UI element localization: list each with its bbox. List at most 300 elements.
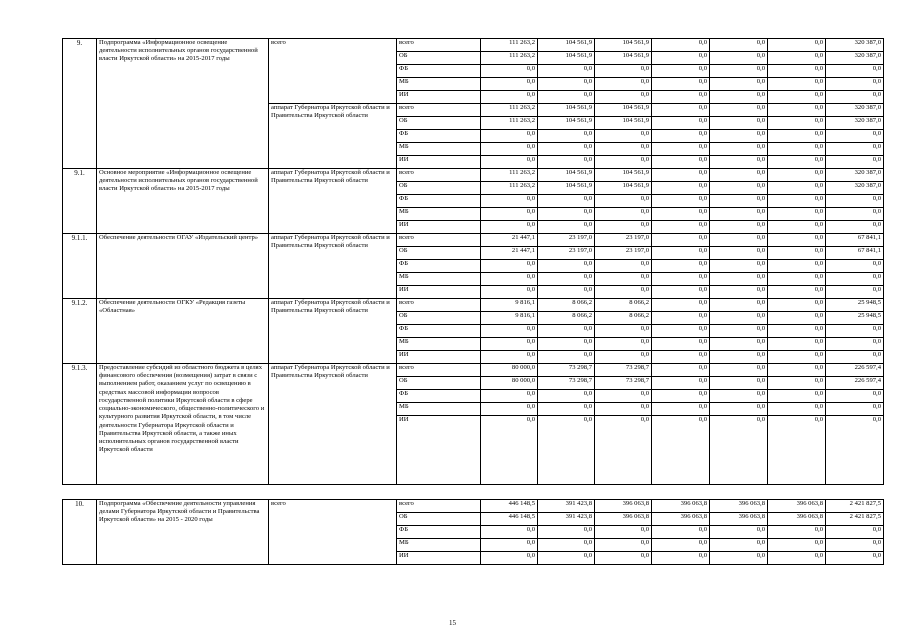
year-value: 0,0	[538, 403, 595, 416]
year-value: 0,0	[652, 208, 710, 221]
total-value: 0,0	[826, 273, 884, 286]
year-value: 391 423,8	[538, 500, 595, 513]
year-value: 0,0	[768, 260, 826, 273]
year-value: 0,0	[538, 195, 595, 208]
year-value: 104 561,9	[595, 39, 652, 52]
funding-source: ФБ	[397, 526, 481, 539]
year-value: 0,0	[652, 91, 710, 104]
year-value: 0,0	[652, 526, 710, 539]
funding-source: МБ	[397, 143, 481, 156]
year-value: 0,0	[768, 208, 826, 221]
funding-source: ИИ	[397, 552, 481, 565]
year-value: 0,0	[710, 117, 768, 130]
year-value: 0,0	[481, 260, 538, 273]
year-value: 104 561,9	[595, 104, 652, 117]
year-value: 0,0	[538, 130, 595, 143]
year-value: 0,0	[652, 39, 710, 52]
year-value: 73 298,7	[538, 377, 595, 390]
year-value: 104 561,9	[538, 52, 595, 65]
year-value: 0,0	[595, 351, 652, 364]
year-value: 0,0	[595, 539, 652, 552]
year-value: 0,0	[595, 403, 652, 416]
year-value: 0,0	[595, 273, 652, 286]
year-value: 0,0	[710, 182, 768, 195]
year-value: 0,0	[768, 52, 826, 65]
year-value: 8 066,2	[538, 312, 595, 325]
year-value: 0,0	[481, 208, 538, 221]
year-value: 80 000,0	[481, 377, 538, 390]
year-value: 0,0	[768, 169, 826, 182]
year-value: 0,0	[538, 526, 595, 539]
year-value: 0,0	[538, 143, 595, 156]
total-value: 0,0	[826, 526, 884, 539]
year-value: 0,0	[710, 39, 768, 52]
year-value: 0,0	[768, 182, 826, 195]
funding-source: ФБ	[397, 390, 481, 403]
funding-source: ИИ	[397, 416, 481, 485]
year-value: 0,0	[538, 260, 595, 273]
year-value: 111 263,2	[481, 182, 538, 195]
year-value: 0,0	[710, 260, 768, 273]
total-value: 320 387,0	[826, 104, 884, 117]
year-value: 0,0	[595, 552, 652, 565]
year-value: 73 298,7	[538, 364, 595, 377]
total-value: 320 387,0	[826, 117, 884, 130]
year-value: 0,0	[595, 390, 652, 403]
year-value: 0,0	[652, 234, 710, 247]
year-value: 21 447,1	[481, 247, 538, 260]
year-value: 0,0	[538, 208, 595, 221]
year-value: 0,0	[710, 286, 768, 299]
executor-cell: аппарат Губернатора Иркутской области и Правительства Иркутской области	[269, 364, 397, 485]
year-value: 9 816,1	[481, 312, 538, 325]
funding-source: ИИ	[397, 221, 481, 234]
year-value: 0,0	[481, 221, 538, 234]
total-value: 2 421 827,5	[826, 513, 884, 526]
year-value: 104 561,9	[538, 169, 595, 182]
total-value: 0,0	[826, 65, 884, 78]
year-value: 0,0	[481, 338, 538, 351]
year-value: 0,0	[595, 195, 652, 208]
total-value: 0,0	[826, 208, 884, 221]
year-value: 0,0	[652, 104, 710, 117]
funding-source: МБ	[397, 273, 481, 286]
year-value: 0,0	[652, 78, 710, 91]
year-value: 104 561,9	[595, 117, 652, 130]
year-value: 396 063,8	[768, 500, 826, 513]
year-value: 104 561,9	[595, 169, 652, 182]
row-number: 9.1.2.	[63, 299, 97, 364]
table-row	[63, 500, 884, 513]
year-value: 396 063,8	[710, 500, 768, 513]
total-value: 0,0	[826, 539, 884, 552]
year-value: 0,0	[710, 526, 768, 539]
funding-source: ОБ	[397, 377, 481, 390]
year-value: 0,0	[652, 312, 710, 325]
year-value: 111 263,2	[481, 169, 538, 182]
executor-cell: всего	[269, 39, 397, 104]
executor-cell: аппарат Губернатора Иркутской области и Правительства Иркутской области	[269, 104, 397, 169]
year-value: 0,0	[652, 364, 710, 377]
year-value: 0,0	[768, 117, 826, 130]
year-value: 0,0	[481, 403, 538, 416]
year-value: 0,0	[538, 552, 595, 565]
funding-source: ИИ	[397, 351, 481, 364]
year-value: 0,0	[768, 312, 826, 325]
executor-cell: всего	[269, 500, 397, 565]
year-value: 0,0	[768, 325, 826, 338]
year-value: 0,0	[710, 299, 768, 312]
total-value: 67 841,1	[826, 247, 884, 260]
year-value: 0,0	[768, 234, 826, 247]
table-row	[63, 39, 884, 52]
year-value: 396 063,8	[768, 513, 826, 526]
year-value: 104 561,9	[538, 39, 595, 52]
year-value: 0,0	[710, 143, 768, 156]
row-number: 9.1.	[63, 169, 97, 234]
year-value: 0,0	[710, 312, 768, 325]
year-value: 0,0	[595, 143, 652, 156]
year-value: 0,0	[538, 91, 595, 104]
year-value: 0,0	[595, 130, 652, 143]
total-value: 0,0	[826, 130, 884, 143]
year-value: 0,0	[652, 143, 710, 156]
program-description: Обеспечение деятельности ОГАУ «Издательский центр»	[97, 234, 269, 299]
year-value: 111 263,2	[481, 52, 538, 65]
year-value: 0,0	[538, 78, 595, 91]
year-value: 73 298,7	[595, 377, 652, 390]
total-value: 25 948,5	[826, 312, 884, 325]
year-value: 0,0	[710, 104, 768, 117]
year-value: 446 148,5	[481, 513, 538, 526]
total-value: 25 948,5	[826, 299, 884, 312]
year-value: 0,0	[538, 351, 595, 364]
year-value: 0,0	[652, 195, 710, 208]
total-value: 320 387,0	[826, 39, 884, 52]
total-value: 0,0	[826, 338, 884, 351]
year-value: 0,0	[710, 390, 768, 403]
funding-source: всего	[397, 364, 481, 377]
year-value: 0,0	[710, 338, 768, 351]
year-value: 0,0	[595, 260, 652, 273]
year-value: 0,0	[768, 416, 826, 485]
year-value: 0,0	[768, 286, 826, 299]
budget-table-page	[62, 38, 881, 565]
executor-cell: аппарат Губернатора Иркутской области и Правительства Иркутской области	[269, 169, 397, 234]
year-value: 396 063,8	[652, 513, 710, 526]
year-value: 0,0	[652, 325, 710, 338]
year-value: 0,0	[481, 130, 538, 143]
year-value: 0,0	[652, 351, 710, 364]
year-value: 0,0	[768, 78, 826, 91]
total-value: 320 387,0	[826, 169, 884, 182]
funding-source: ИИ	[397, 91, 481, 104]
funding-source: ОБ	[397, 312, 481, 325]
year-value: 0,0	[481, 351, 538, 364]
year-value: 0,0	[595, 65, 652, 78]
year-value: 0,0	[710, 156, 768, 169]
year-value: 0,0	[652, 260, 710, 273]
year-value: 0,0	[768, 552, 826, 565]
executor-cell: аппарат Губернатора Иркутской области и Правительства Иркутской области	[269, 234, 397, 299]
year-value: 0,0	[481, 195, 538, 208]
year-value: 0,0	[538, 156, 595, 169]
funding-source: ОБ	[397, 52, 481, 65]
block-separator	[63, 485, 884, 500]
year-value: 23 197,0	[595, 247, 652, 260]
year-value: 8 066,2	[595, 299, 652, 312]
table-row	[63, 169, 884, 182]
year-value: 396 063,8	[595, 500, 652, 513]
year-value: 0,0	[710, 351, 768, 364]
year-value: 0,0	[652, 156, 710, 169]
funding-source: всего	[397, 169, 481, 182]
year-value: 0,0	[595, 286, 652, 299]
year-value: 0,0	[768, 221, 826, 234]
year-value: 0,0	[710, 91, 768, 104]
year-value: 80 000,0	[481, 364, 538, 377]
year-value: 446 148,5	[481, 500, 538, 513]
program-description: Подпрограмма «Обеспечение деятельности управления делами Губернатора Иркутской области и Правительства Иркутской области» на 2015 - 2020 годы	[97, 500, 269, 565]
funding-source: ОБ	[397, 247, 481, 260]
year-value: 0,0	[768, 273, 826, 286]
year-value: 0,0	[652, 52, 710, 65]
year-value: 104 561,9	[538, 104, 595, 117]
year-value: 0,0	[710, 169, 768, 182]
total-value: 0,0	[826, 91, 884, 104]
year-value: 0,0	[652, 338, 710, 351]
year-value: 0,0	[768, 299, 826, 312]
year-value: 0,0	[768, 91, 826, 104]
year-value: 111 263,2	[481, 104, 538, 117]
year-value: 0,0	[768, 143, 826, 156]
total-value: 0,0	[826, 390, 884, 403]
year-value: 104 561,9	[595, 52, 652, 65]
year-value: 0,0	[481, 416, 538, 485]
year-value: 0,0	[710, 416, 768, 485]
year-value: 0,0	[652, 390, 710, 403]
year-value: 0,0	[710, 195, 768, 208]
year-value: 0,0	[710, 377, 768, 390]
year-value: 0,0	[710, 325, 768, 338]
total-value: 0,0	[826, 156, 884, 169]
table-row	[63, 364, 884, 377]
year-value: 0,0	[710, 130, 768, 143]
funding-source: ИИ	[397, 286, 481, 299]
year-value: 0,0	[538, 390, 595, 403]
year-value: 0,0	[768, 39, 826, 52]
year-value: 0,0	[481, 390, 538, 403]
total-value: 0,0	[826, 143, 884, 156]
total-value: 226 597,4	[826, 364, 884, 377]
year-value: 0,0	[595, 156, 652, 169]
year-value: 0,0	[710, 78, 768, 91]
year-value: 0,0	[652, 403, 710, 416]
year-value: 0,0	[481, 552, 538, 565]
year-value: 0,0	[768, 539, 826, 552]
total-value: 0,0	[826, 403, 884, 416]
year-value: 0,0	[652, 273, 710, 286]
year-value: 0,0	[652, 169, 710, 182]
year-value: 23 197,0	[538, 234, 595, 247]
year-value: 0,0	[652, 377, 710, 390]
funding-source: МБ	[397, 539, 481, 552]
year-value: 0,0	[768, 156, 826, 169]
funding-source: ФБ	[397, 65, 481, 78]
year-value: 0,0	[538, 416, 595, 485]
year-value: 0,0	[481, 143, 538, 156]
funding-source: МБ	[397, 338, 481, 351]
row-number: 9.	[63, 39, 97, 169]
page-number: 15	[449, 619, 456, 627]
funding-source: МБ	[397, 208, 481, 221]
table-row	[63, 234, 884, 247]
total-value: 226 597,4	[826, 377, 884, 390]
row-number: 9.1.1.	[63, 234, 97, 299]
year-value: 0,0	[710, 208, 768, 221]
funding-source: всего	[397, 299, 481, 312]
year-value: 0,0	[710, 552, 768, 565]
year-value: 0,0	[768, 104, 826, 117]
total-value: 0,0	[826, 351, 884, 364]
funding-source: ФБ	[397, 195, 481, 208]
year-value: 0,0	[768, 130, 826, 143]
year-value: 0,0	[595, 78, 652, 91]
year-value: 0,0	[595, 526, 652, 539]
total-value: 0,0	[826, 286, 884, 299]
year-value: 0,0	[538, 286, 595, 299]
year-value: 0,0	[710, 234, 768, 247]
year-value: 0,0	[652, 247, 710, 260]
year-value: 0,0	[652, 299, 710, 312]
row-number: 10.	[63, 500, 97, 565]
year-value: 0,0	[481, 325, 538, 338]
year-value: 8 066,2	[538, 299, 595, 312]
year-value: 0,0	[652, 221, 710, 234]
year-value: 0,0	[768, 364, 826, 377]
year-value: 21 447,1	[481, 234, 538, 247]
year-value: 0,0	[595, 338, 652, 351]
total-value: 0,0	[826, 416, 884, 485]
year-value: 104 561,9	[538, 117, 595, 130]
year-value: 0,0	[768, 338, 826, 351]
year-value: 0,0	[652, 552, 710, 565]
budget-table	[62, 38, 884, 565]
year-value: 111 263,2	[481, 117, 538, 130]
year-value: 0,0	[481, 526, 538, 539]
year-value: 104 561,9	[538, 182, 595, 195]
year-value: 0,0	[652, 416, 710, 485]
total-value: 2 421 827,5	[826, 500, 884, 513]
year-value: 396 063,8	[710, 513, 768, 526]
year-value: 0,0	[652, 65, 710, 78]
year-value: 0,0	[768, 65, 826, 78]
funding-source: ОБ	[397, 182, 481, 195]
year-value: 0,0	[538, 338, 595, 351]
year-value: 0,0	[538, 65, 595, 78]
total-value: 0,0	[826, 221, 884, 234]
funding-source: МБ	[397, 78, 481, 91]
funding-source: всего	[397, 104, 481, 117]
total-value: 0,0	[826, 552, 884, 565]
year-value: 0,0	[481, 539, 538, 552]
funding-source: всего	[397, 234, 481, 247]
year-value: 0,0	[481, 65, 538, 78]
year-value: 0,0	[768, 247, 826, 260]
row-number: 9.1.3.	[63, 364, 97, 485]
year-value: 0,0	[538, 273, 595, 286]
year-value: 0,0	[538, 325, 595, 338]
year-value: 0,0	[652, 117, 710, 130]
year-value: 23 197,0	[595, 234, 652, 247]
year-value: 0,0	[710, 65, 768, 78]
year-value: 0,0	[538, 221, 595, 234]
year-value: 0,0	[595, 221, 652, 234]
year-value: 0,0	[710, 273, 768, 286]
year-value: 0,0	[595, 208, 652, 221]
year-value: 9 816,1	[481, 299, 538, 312]
year-value: 0,0	[652, 539, 710, 552]
year-value: 396 063,8	[595, 513, 652, 526]
year-value: 0,0	[652, 130, 710, 143]
year-value: 0,0	[768, 377, 826, 390]
year-value: 104 561,9	[595, 182, 652, 195]
year-value: 0,0	[652, 286, 710, 299]
total-value: 320 387,0	[826, 52, 884, 65]
year-value: 0,0	[710, 403, 768, 416]
program-description: Предоставление субсидий из областного бюджета в целях финансового обеспечения (возмещения) затрат в связи с выполнением работ, оказанием услуг по освещению в средствах массовой информации вопросов государственной политики Иркутской области в сфере социально-экономического, общественно-политического и культурного развития Иркутской области, в том числе деятельности Губернатора Иркутской области и Правительства Иркутской области, а также иных исполнительных органов государственной власти Иркутской области	[97, 364, 269, 485]
year-value: 0,0	[481, 78, 538, 91]
executor-cell: аппарат Губернатора Иркутской области и Правительства Иркутской области	[269, 299, 397, 364]
year-value: 0,0	[595, 325, 652, 338]
total-value: 0,0	[826, 260, 884, 273]
year-value: 0,0	[768, 526, 826, 539]
funding-source: ФБ	[397, 260, 481, 273]
year-value: 0,0	[710, 364, 768, 377]
year-value: 0,0	[768, 351, 826, 364]
year-value: 23 197,0	[538, 247, 595, 260]
funding-source: ФБ	[397, 325, 481, 338]
year-value: 0,0	[595, 416, 652, 485]
funding-source: ОБ	[397, 117, 481, 130]
year-value: 0,0	[710, 247, 768, 260]
total-value: 0,0	[826, 195, 884, 208]
funding-source: ОБ	[397, 513, 481, 526]
funding-source: всего	[397, 500, 481, 513]
year-value: 0,0	[481, 156, 538, 169]
year-value: 0,0	[481, 273, 538, 286]
year-value: 0,0	[481, 286, 538, 299]
year-value: 396 063,8	[652, 500, 710, 513]
year-value: 391 423,8	[538, 513, 595, 526]
total-value: 0,0	[826, 325, 884, 338]
year-value: 0,0	[710, 539, 768, 552]
program-description: Подпрограмма «Информационное освещение деятельности исполнительных органов государственной власти Иркутской области» на 2015-2017 годы	[97, 39, 269, 169]
table-row	[63, 299, 884, 312]
year-value: 8 066,2	[595, 312, 652, 325]
year-value: 73 298,7	[595, 364, 652, 377]
funding-source: ФБ	[397, 130, 481, 143]
year-value: 0,0	[768, 390, 826, 403]
year-value: 0,0	[538, 539, 595, 552]
year-value: 0,0	[481, 91, 538, 104]
total-value: 67 841,1	[826, 234, 884, 247]
year-value: 111 263,2	[481, 39, 538, 52]
total-value: 320 387,0	[826, 182, 884, 195]
funding-source: ИИ	[397, 156, 481, 169]
year-value: 0,0	[652, 182, 710, 195]
year-value: 0,0	[768, 403, 826, 416]
